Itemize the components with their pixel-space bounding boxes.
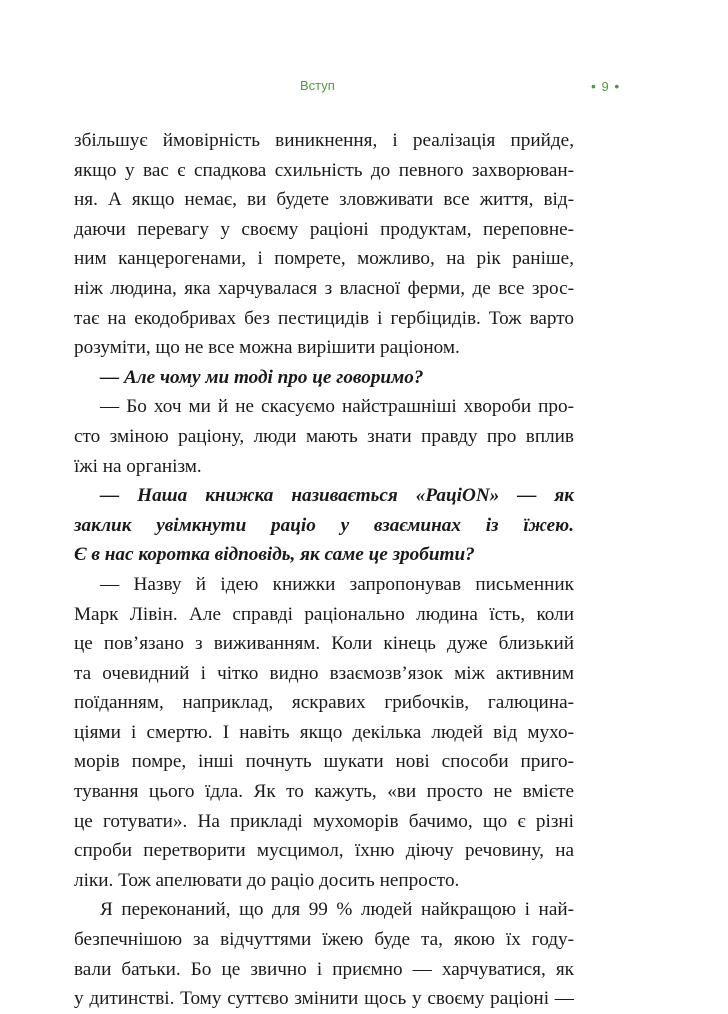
text-line: морів помре, інші почнуть шукати нові способи приго- (74, 751, 574, 773)
interview-question (74, 481, 574, 570)
body-text (74, 126, 574, 1014)
text-line: безпечнішою за відчуттями їжею буде та, якою їх году- (74, 929, 574, 951)
text-line: та очевидний і чітко видно взаємозв’язок між активним (74, 662, 574, 684)
page-number (591, 78, 620, 94)
text-line: тування цього їдла. Як то кажуть, «ви просто не вмієте (74, 781, 574, 803)
text-line: розуміти, що не все можна вирішити раціоном. (74, 337, 460, 359)
paragraph (74, 895, 574, 1013)
text-line: ціями і смертю. І навіть якщо декілька людей від мухо- (74, 721, 574, 743)
text-line: даючи перевагу у своєму раціоні продуктам, переповне- (74, 218, 574, 240)
interview-answer (74, 570, 574, 896)
text-line: ним канцерогенами, і помрете, можливо, на рік раніше, (74, 248, 574, 270)
text-line: — Наша книжка називається «РаціON» — як (100, 485, 574, 507)
text-line: їжі на організм. (74, 455, 202, 477)
section-title: Вступ (300, 78, 335, 93)
paragraph (74, 126, 574, 363)
text-line: Є в нас коротка відповідь, як саме це зробити? (74, 544, 475, 566)
text-line: Марк Лівін. Але справді раціонально людина їсть, коли (74, 603, 574, 625)
interview-answer (74, 392, 574, 481)
text-line: це пов’язано з виживанням. Коли кінець дуже близький (74, 633, 574, 655)
text-line: сто зміною раціону, люди мають знати правду про вплив (74, 425, 574, 447)
text-line: заклик увімкнути раціо у взаєминах із їжею. (74, 514, 574, 536)
text-line: ліки. Тож апелювати до раціо досить непросто. (74, 869, 460, 891)
page-number-value: 9 (601, 79, 610, 94)
bullet-right: • (614, 78, 621, 94)
text-line: Я переконаний, що для 99 % людей найкращою і най- (100, 899, 574, 921)
text-line: ня. А якщо немає, ви будете зловживати все життя, від- (74, 189, 574, 211)
running-header (0, 78, 728, 98)
text-line: вали батьки. Бо це звично і приємно — харчуватися, як (74, 958, 574, 980)
text-line: збільшує ймовірність виникнення, і реалізація прийде, (74, 130, 574, 151)
text-line: ніж людина, яка харчувалася з власної ферми, де все зрос- (74, 277, 574, 299)
text-line: поїданням, наприклад, яскравих грибочків, галюцина- (74, 692, 574, 714)
text-line: спроби перетворити мусцимол, їхню діючу речовину, на (74, 840, 574, 862)
text-line: — Бо хоч ми й не скасуємо найстрашніші хвороби про- (100, 396, 574, 418)
interview-question (74, 363, 574, 393)
text-line: тає на екодобривах без пестицидів і гербіцидів. Тож варто (74, 307, 574, 329)
text-line: — Але чому ми тоді про це говоримо? (100, 366, 424, 388)
bullet-left: • (591, 78, 597, 94)
text-line: — Назву й ідею книжки запропонував письменник (100, 573, 574, 595)
text-line: якщо у вас є спадкова схильність до певного захворюван- (74, 159, 574, 181)
text-line: у дитинстві. Тому суттєво змінити щось у своєму раціоні — (74, 988, 574, 1010)
text-line: це готувати». На прикладі мухоморів бачимо, що є різні (74, 810, 574, 832)
